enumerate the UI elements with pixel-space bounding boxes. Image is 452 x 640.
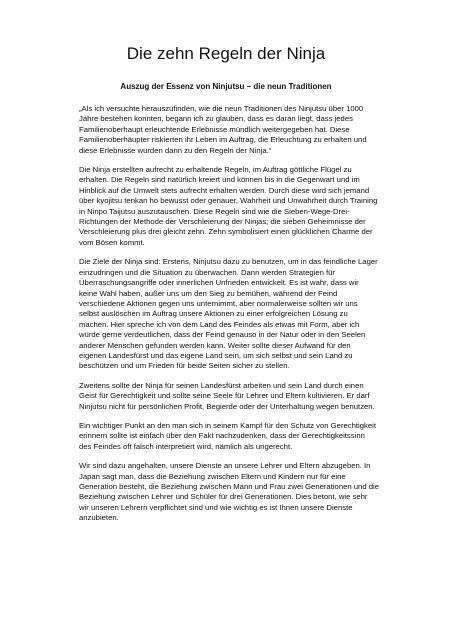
- document-title: Die zehn Regeln der Ninja: [126, 44, 326, 63]
- paragraph-rules-origin: Die Ninja erstellten aufrecht zu erhaltende Regeln, im Auftrag göttliche Flügel zu erhalten. Die Regeln sind natürlich kreiert und können bis in die Gegenwart und im Hinblick auf die Umwelt stets aufrecht erhalten werden. Durch diese wird sich jemand über kyojitsu tenkan ho bewusst oder genauer, Wahrheit und Unwahrheit durch Training in Ninpo Taijutsu auszutauschen. Diese Regeln sind wie die Sieben-Wege-Drei-Richtungen der Methode der Verschleierung der Ninjas; die sieben Geheimnisse der Verschleierung plus drei gleicht zehn. Zehn symbolisiert einen glücklichen Charme der vom Bösen kommt.: [79, 165, 378, 247]
- document-subtitle: Auszug der Essenz von Ninjutsu – die neun Traditionen: [120, 82, 332, 91]
- paragraph-justice: Ein wichtiger Punkt an den man sich in seinem Kampf für den Schutz von Gerechtigkeit erinnern sollte ist einfach über den Fakt nachzudenken, dass der Gerechtigkeitssinn des Feindes oft falsch interpretiert wird, nämlich als ungerecht.: [79, 420, 376, 451]
- paragraph-goals: Die Ziele der Ninja sind: Erstens, Ninjutsu dazu zu benutzen, um in das feindliche Lager einzudringen und die Situation zu überwachen. Dann werden Strategien für Überraschungsangriffe oder innerlichen Unfrieden entwickelt. Es ist wahr, dass wir keine Wahl haben, außer uns um den Sieg zu bemühen, während der Feind verschiedene Aktionen gegen uns unternimmt, aber normalerweise sollten wir uns selbst auslöschen im Auftrag unsere Aktionen zu einer erfolgreichen Lösung zu machen. Hier spreche ich von dem Land des Feindes als etwas mit Form, aber ich würde gerne verdeutlichen, dass der Feind genauso in der Natur oder in den Seelen anderer Menschen gefunden werden kann. Weiter sollte dieser Aufwand für den eigenen Landesfürst und das eigene Land sein, um sich selbst und sein Land zu beschützen und um Frieden für beide Seiten sicher zu stellen.: [79, 257, 378, 371]
- paragraph-teachers-parents: Wir sind dazu angehalten, unsere Dienste an unsere Lehrer und Eltern abzugeben. In Japan sagt man, dass die Beziehung zwischen Eltern und Kindern nur für eine Generation besteht, die Beziehung zwischen Mann und Frau zwei Generationen und die Beziehung zwischen Lehrer und Schüler für drei Generationen. Dies betont, wie sehr wir unseren Lehrern verpflichtet sind und wie wichtig es ist Ihnen unsere Dienste anzubieten.: [79, 461, 380, 523]
- document-body: [79, 104, 379, 533]
- paragraph-second-goal: Zweitens sollte der Ninja für seinen Landesfürst arbeiten und sein Land durch einen Geist für Gerechtigkeit und sollte seine Seele für Lehrer und Eltern kultivieren. Er darf Ninjutsu nicht für persönlichen Profit, Begierde oder der Unterhaltung wegen benutzen.: [79, 380, 375, 411]
- paragraph-intro-quote: „Als ich versuchte herauszufinden, wie die neun Traditionen des Ninjutsu über 1000 Jahre bestehen konnten, begann ich zu glauben, dass es daran liegt, dass jedes Familienoberhaupt erleuchtende Erlebnisse mündlich weitergegeben hat. Diese Familienoberhäupter riskierten ihr Leben im Auftrag, die Erleuchtung zu erhalten und diese Erlebnisse wurden dann zu den Regeln der Ninja.“: [79, 104, 367, 155]
